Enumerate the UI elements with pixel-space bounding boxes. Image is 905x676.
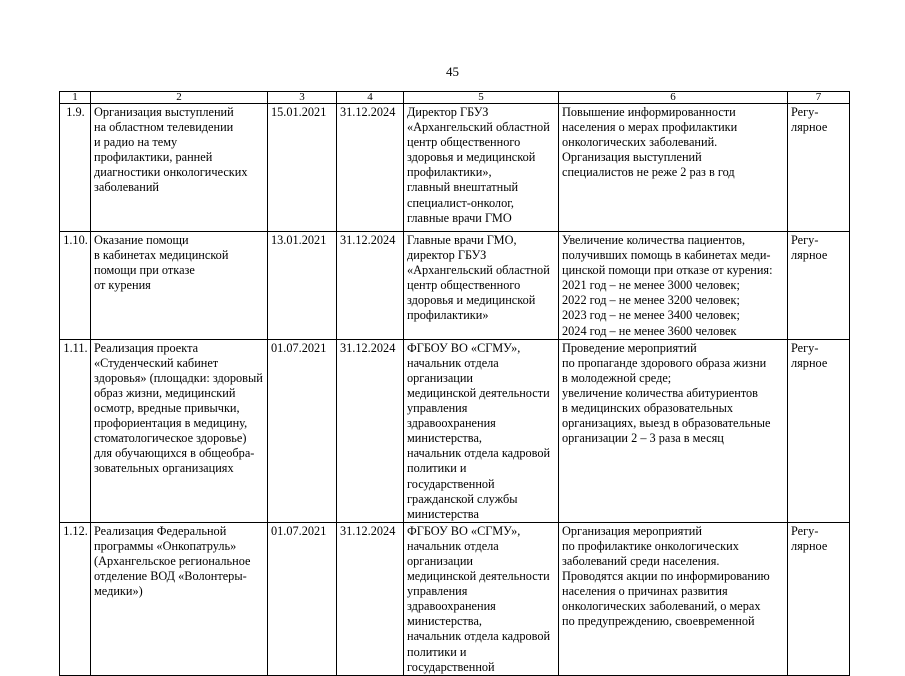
column-number-row: [60, 92, 850, 104]
column-number: 4: [337, 92, 404, 104]
start-date: 15.01.2021: [268, 104, 337, 232]
table-row: [60, 232, 850, 340]
start-date: 13.01.2021: [268, 232, 337, 340]
column-number: 7: [788, 92, 850, 104]
column-number: 3: [268, 92, 337, 104]
column-number: 6: [559, 92, 788, 104]
measure-name: Реализация проекта «Студенческий кабинет здоровья» (площадки: здоровый образ жизни, медицинский осмотр, вредные привычки, профориентация в медицину, стоматологическое здоровье) для обучающихся в общеобра- зовательных организациях: [91, 339, 268, 522]
periodicity: Регу- лярное: [788, 522, 850, 675]
end-date: 31.12.2024: [337, 232, 404, 340]
column-number: 1: [60, 92, 91, 104]
measure-name: Оказание помощи в кабинетах медицинской помощи при отказе от курения: [91, 232, 268, 340]
measure-name: Организация выступлений на областном телевидении и радио на тему профилактики, ранней диагностики онкологических заболеваний: [91, 104, 268, 232]
table-row: [60, 104, 850, 232]
item-number: 1.9.: [60, 104, 91, 232]
expected-result: Увеличение количества пациентов, получивших помощь в кабинетах меди- цинской помощи при отказе от курения: 2021 год – не менее 3000 человек; 2022 год – не менее 3200 человек; 2023 год – не менее 3400 человек; 2024 год – не менее 3600 человек: [559, 232, 788, 340]
executors: Главные врачи ГМО, директор ГБУЗ «Архангельский областной центр общественного здоровья и медицинской профилактики»: [404, 232, 559, 340]
expected-result: Проведение мероприятий по пропаганде здорового образа жизни в молодежной среде; увеличение количества абитуриентов в медицинских образовательных организациях, выезд в образовательные организации 2 – 3 раза в месяц: [559, 339, 788, 522]
executors: ФГБОУ ВО «СГМУ», начальник отдела организации медицинской деятельности управления здравоохранения министерства, начальник отдела кадровой политики и государственной: [404, 522, 559, 675]
end-date: 31.12.2024: [337, 104, 404, 232]
start-date: 01.07.2021: [268, 339, 337, 522]
end-date: 31.12.2024: [337, 522, 404, 675]
periodicity: Регу- лярное: [788, 232, 850, 340]
measure-name: Реализация Федеральной программы «Онкопатруль» (Архангельское региональное отделение ВОД «Волонтеры- медики»): [91, 522, 268, 675]
periodicity: Регу- лярное: [788, 104, 850, 232]
measures-table: [59, 91, 850, 676]
end-date: 31.12.2024: [337, 339, 404, 522]
item-number: 1.12.: [60, 522, 91, 675]
table-row: [60, 522, 850, 675]
item-number: 1.10.: [60, 232, 91, 340]
column-number: 5: [404, 92, 559, 104]
start-date: 01.07.2021: [268, 522, 337, 675]
page-number: 45: [446, 64, 459, 79]
periodicity: Регу- лярное: [788, 339, 850, 522]
expected-result: Организация мероприятий по профилактике онкологических заболеваний среди населения. Проводятся акции по информированию населения о причинах развития онкологических заболеваний, о мерах по предупреждению, своевременной: [559, 522, 788, 675]
item-number: 1.11.: [60, 339, 91, 522]
column-number: 2: [91, 92, 268, 104]
table-row: [60, 339, 850, 522]
executors: Директор ГБУЗ «Архангельский областной центр общественного здоровья и медицинской профилактики», главный внештатный специалист-онколог, главные врачи ГМО: [404, 104, 559, 232]
executors: ФГБОУ ВО «СГМУ», начальник отдела организации медицинской деятельности управления здравоохранения министерства, начальник отдела кадровой политики и государственной гражданской службы министерства: [404, 339, 559, 522]
expected-result: Повышение информированности населения о мерах профилактики онкологических заболеваний. Организация выступлений специалистов не реже 2 раз в год: [559, 104, 788, 232]
